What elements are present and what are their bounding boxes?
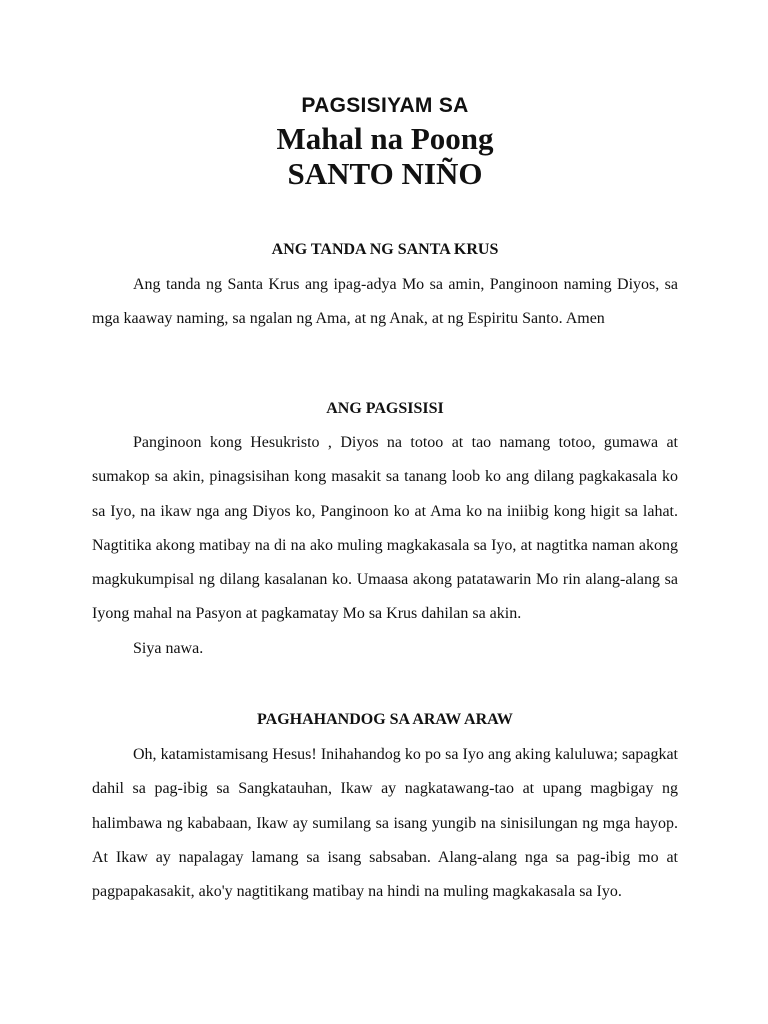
paragraph-pagsisisi: Panginoon kong Hesukristo , Diyos na totoo at tao namang totoo, gumawa at sumakop sa akin, pinagsisihan kong masakit sa tanang loob ko ang dilang pagkakasala ko sa Iyo, na ikaw nga ang Diyos ko, Panginoon ko at Ama ko na iniibig kong higit sa lahat. Nagtitika akong matibay na di na ako muling magkakasala sa Iyo, at nagtitka naman akong magkukumpisal ng dilang kasalanan ko. Umaasa akong patatawarin Mo rin alang-alang sa Iyong mahal na Pasyon at pagkamatay Mo sa Krus dahilan sa akin. (92, 434, 678, 623)
title-santo-nino: SANTO NIÑO (287, 156, 483, 191)
paragraph-tanda: Ang tanda ng Santa Krus ang ipag-adya Mo sa amin, Panginoon naming Diyos, sa mga kaaway naming, sa ngalan ng Ama, at ng Anak, at ng Espiritu Santo. Amen (92, 276, 678, 328)
section-tanda-ng-santa-krus (92, 239, 678, 337)
title-mahal-na-poong: Mahal na Poong (276, 121, 494, 156)
paragraph-paghahandog: Oh, katamistamisang Hesus! Inihahandog ko po sa Iyo ang aking kaluluwa; sapagkat dahil sa pag-ibig sa Sangkatauhan, Ikaw ay nagkatawang-tao at upang magbigay ng halimbawa ng kababaan, Ikaw ay sumilang sa isang yungib na sinisilungan ng mga hayop. At Ikaw ay napalagay lamang sa isang sabsaban. Alang-alang nga sa pag-ibig mo at pagpapakasakit, ako'y nagtitikang matibay na hindi na muling magkakasala sa Iyo. (92, 746, 678, 901)
section-paghahandog (92, 709, 678, 909)
section-pagsisisi (92, 398, 678, 666)
title-pagsisiyam: PAGSISIYAM SA (301, 94, 469, 117)
paragraph-siya-nawa: Siya nawa. (133, 639, 204, 657)
heading-paghahandog: PAGHAHANDOG SA ARAW ARAW (257, 711, 513, 728)
heading-tanda-ng-santa-krus: ANG TANDA NG SANTA KRUS (271, 241, 499, 258)
heading-pagsisisi: ANG PAGSISISI (326, 400, 444, 417)
